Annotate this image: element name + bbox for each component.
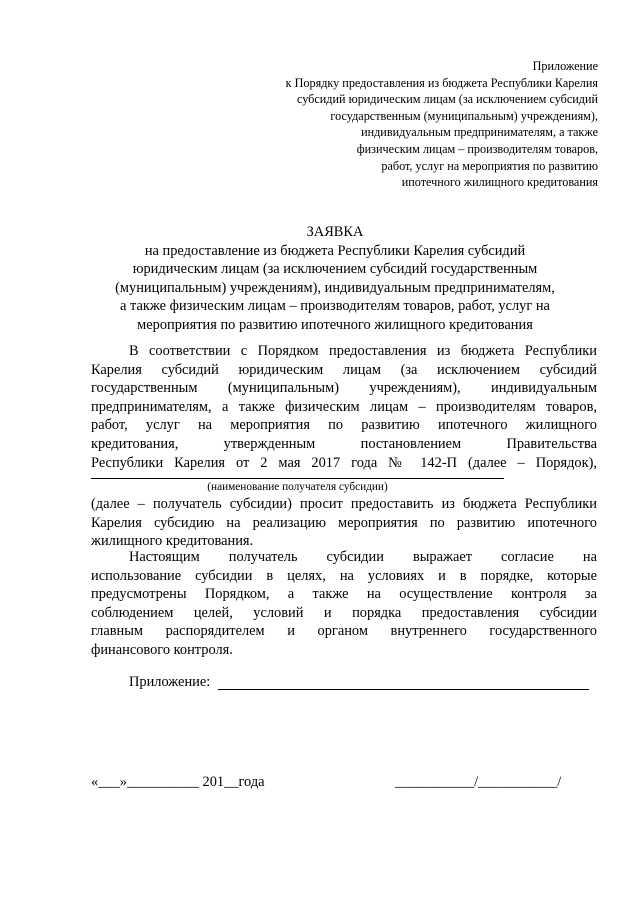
document-title [70, 223, 600, 335]
paragraph-intro [91, 342, 597, 472]
paragraph-line: главным распорядителем и органом внутреннего государственного [91, 623, 597, 640]
appendix-header-line: работ, услуг на мероприятия по развитию [381, 158, 598, 173]
attachment-label: Приложение: [129, 674, 211, 690]
recipient-name-field-line[interactable] [91, 478, 504, 479]
appendix-header [178, 58, 598, 191]
paragraph-line: Настоящим получатель субсидии выражает согласие на [129, 549, 597, 565]
date-field[interactable]: «___»__________ 201__года [91, 774, 265, 790]
paragraph-line: В соответствии с Порядком предоставления из бюджета Республики [129, 343, 597, 359]
signature-field[interactable]: ___________/___________/ [395, 774, 562, 790]
paragraph-line: использование субсидии в целях, на условиях и в порядке, которые [91, 567, 597, 584]
paragraph-line: жилищного кредитования. [91, 533, 254, 550]
paragraph-line: Республики Карелия от 2 мая 2017 года № 142-П (далее – Порядок), [91, 454, 597, 471]
appendix-header-line: ипотечного жилищного кредитования [401, 175, 598, 190]
paragraph-line: кредитования, утвержденным постановлением Правительства [91, 435, 597, 452]
appendix-header-line: государственным (муниципальным) учреждениям), [330, 108, 598, 123]
attachment-field-line[interactable] [218, 689, 589, 690]
appendix-header-line: субсидий юридическим лицам (за исключением субсидий [296, 92, 598, 107]
paragraph-line: соблюдением целей, условий и порядка предоставления субсидии [91, 604, 597, 621]
title-line: мероприятия по развитию ипотечного жилищного кредитования [137, 316, 533, 333]
title-line: на предоставление из бюджета Республики Карелия субсидий [144, 242, 526, 259]
appendix-header-line: к Порядку предоставления из бюджета Республики Карелия [285, 75, 598, 90]
appendix-header-line: Приложение [532, 59, 598, 73]
paragraph-request [91, 495, 597, 551]
title-line: юридическим лицам (за исключением субсидий государственным [132, 261, 538, 278]
title-line: (муниципальным) учреждениям), индивидуальным предпринимателям, [115, 279, 555, 296]
paragraph-consent [91, 548, 597, 660]
appendix-header-line: индивидуальным предпринимателям, а также [361, 125, 598, 140]
recipient-name-caption: (наименование получателя субсидии) [207, 481, 388, 493]
paragraph-line: предпринимателям, а также физическим лицам – производителям товаров, [91, 398, 597, 415]
title-line: а также физическим лицам – производителям товаров, работ, услуг на [120, 298, 550, 315]
paragraph-line: (далее – получатель субсидии) просит предоставить из бюджета Республики [91, 496, 597, 512]
paragraph-line: предусмотрены Порядком, а также на осуществление контроля за [91, 586, 597, 603]
paragraph-line: Карелия субсидий юридическим лицам (за исключением субсидий [91, 361, 597, 378]
paragraph-line: Карелия субсидию на реализацию мероприятия по развитию ипотечного [91, 514, 597, 531]
appendix-header-line: физическим лицам – производителям товаров, [356, 141, 598, 156]
title-heading: ЗАЯВКА [306, 224, 364, 240]
paragraph-line: государственным (муниципальным) учреждениям), индивидуальным [91, 380, 597, 397]
paragraph-line: работ, услуг на мероприятия по развитию ипотечного жилищного [91, 417, 597, 434]
paragraph-line: финансового контроля. [91, 641, 233, 658]
